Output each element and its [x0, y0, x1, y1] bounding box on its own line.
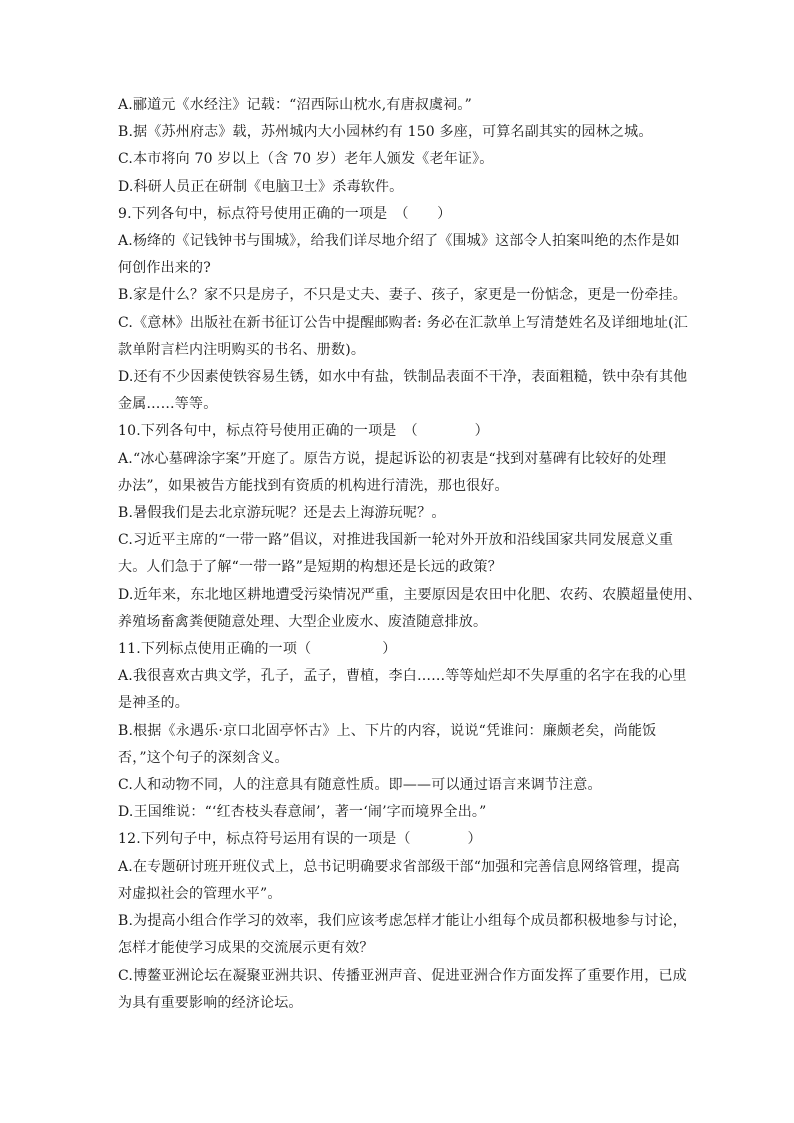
option-line: 养殖场畜禽粪便随意处理、大型企业废水、废渣随意排放。 — [118, 613, 488, 630]
option-line: 怎样才能使学习成果的交流展示更有效？ — [118, 940, 374, 957]
option-line: 款单附言栏内注明购买的书名、册数)。 — [118, 341, 366, 358]
option-line: C.《意林》出版社在新书征订公告中提醒邮购者: 务必在汇款单上写清楚姓名及详细地址(汇 — [118, 314, 688, 331]
option-line: 是神圣的。 — [118, 695, 189, 712]
option-line: 大。人们急于了解“一带一路”是短期的构想还是长远的政策？ — [118, 559, 502, 576]
option-line: 为具有重要影响的经济论坛。 — [118, 994, 303, 1011]
option-line: A.杨绛的《记钱钟书与围城》，给我们详尽地介绍了《围城》这部令人拍案叫绝的杰作是如 — [118, 233, 680, 250]
option-line: C.习近平主席的“一带一路”倡议，对推进我国新一轮对外开放和沿线国家共同发展意义重 — [118, 532, 674, 549]
option-line: 办法”，如果被告方能找到有资质的机构进行清洗，那也很好。 — [118, 477, 509, 494]
option-line: C.博鳌亚洲论坛在凝聚亚洲共识、传播亚洲声音、促进亚洲合作方面发挥了重要作用，已成 — [118, 967, 687, 984]
option-line: D.科研人员正在研制《电脑卫士》杀毒软件。 — [118, 178, 404, 195]
option-line: B.家是什么？家不只是房子，不只是丈夫、妻子、孩子，家更是一份惦念，更是一份牵挂。 — [118, 287, 687, 304]
option-line: A.“冰心墓碑涂字案”开庭了。原告方说，提起诉讼的初衷是“找到对墓碑有比较好的处理 — [118, 450, 667, 467]
question-9-stem: 9.下列各句中，标点符号使用正确的一项是 （ ） — [118, 205, 452, 222]
option-line: 否，”这个句子的深刻含义。 — [118, 749, 289, 766]
option-line: D.还有不少因素使铁容易生锈，如水中有盐，铁制品表面不干净，表面粗糙，铁中杂有其他 — [118, 369, 688, 386]
option-line: A.我很喜欢古典文学，孔子，孟子，曹植，李白……等等灿烂却不失厚重的名字在我的心里 — [118, 668, 687, 685]
question-11-stem: 11.下列标点使用正确的一项（ ） — [118, 641, 397, 658]
option-line: B.暑假我们是去北京游玩呢？还是去上海游玩呢？。 — [118, 505, 446, 522]
option-line: 金属……等等。 — [118, 396, 218, 413]
question-12-stem: 12.下列句子中，标点符号运用有误的一项是（ ） — [118, 831, 482, 848]
option-line: B.据《苏州府志》载，苏州城内大小园林约有 150 多座，可算名副其实的园林之城。 — [118, 124, 653, 141]
option-line: C.本市将向 70 岁以上（含 70 岁）老年人颁发《老年证》。 — [118, 151, 494, 168]
question-10-stem: 10.下列各句中，标点符号使用正确的一项是 （ ） — [118, 423, 489, 440]
option-line: D.近年来，东北地区耕地遭受污染情况严重，主要原因是农田中化肥、农药、农膜超量使用、 — [118, 586, 702, 603]
option-line: D.王国维说：“‘红杏枝头春意闹’，著一‘闹’字而境界全出。” — [118, 804, 487, 821]
option-line: B.为提高小组合作学习的效率，我们应该考虑怎样才能让小组每个成员都积极地参与讨论， — [118, 913, 687, 930]
option-line: A.在专题研讨班开班仪式上，总书记明确要求省部级干部“加强和完善信息网络管理，提高 — [118, 858, 680, 875]
question-text-block — [118, 92, 702, 1017]
option-line: 何创作出来的? — [118, 260, 211, 277]
option-line: B.根据《永遇乐·京口北固亭怀古》上、下片的内容，说说“凭谁问：廉颇老矣，尚能饭 — [118, 722, 657, 739]
option-line: 对虚拟社会的管理水平”。 — [118, 885, 282, 902]
option-line: C.人和动物不同，人的注意具有随意性质。即——可以通过语言来调节注意。 — [118, 777, 602, 794]
option-line: A.郦道元《水经注》记载：“沼西际山枕水,有唐叔虞祠。” — [118, 97, 472, 113]
